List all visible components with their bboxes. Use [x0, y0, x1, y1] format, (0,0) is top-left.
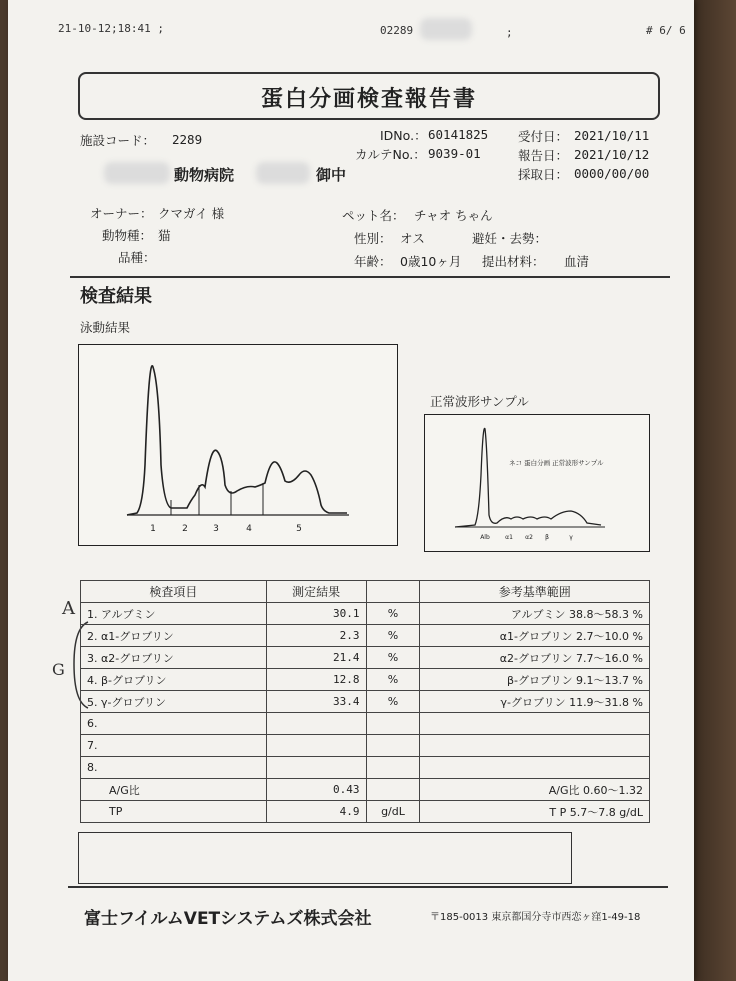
header-unit	[366, 581, 420, 603]
redacted-area	[104, 162, 170, 184]
breed-label: 品種：	[118, 250, 156, 265]
report-date: 2021/10/12	[574, 147, 650, 162]
cell-item: 3. α2-グロブリン	[81, 647, 267, 669]
tick-label: 4	[246, 524, 252, 534]
tick-label: α2	[525, 534, 533, 541]
cell-unit	[366, 735, 420, 757]
cell-reference: A/G比 0.60〜1.32	[420, 779, 650, 801]
comment-box	[78, 832, 572, 884]
company-name: 富士フイルムVETシステムズ株式会社	[84, 909, 372, 929]
cell-item: 8.	[81, 757, 267, 779]
cell-reference: β-グロブリン 9.1〜13.7 %	[420, 669, 650, 691]
cell-value	[266, 735, 366, 757]
cell-item: 7.	[81, 735, 267, 757]
cell-item: TP	[81, 801, 267, 823]
karte-value: 9039-01	[428, 146, 481, 161]
cell-item: A/G比	[81, 779, 267, 801]
cell-value: 0.43	[266, 779, 366, 801]
cell-unit	[366, 757, 420, 779]
cell-reference	[420, 713, 650, 735]
table-row	[81, 603, 650, 625]
cell-item: 1. アルブミン	[81, 603, 267, 625]
tick-label: 1	[150, 524, 156, 534]
normal-sample-graph	[425, 415, 649, 551]
cell-reference: α2-グロブリン 7.7〜16.0 %	[420, 647, 650, 669]
facility-code-label: 施設コード：	[80, 133, 156, 148]
cell-value: 4.9	[266, 801, 366, 823]
header-result: 測定結果	[266, 581, 366, 603]
cell-unit: %	[366, 691, 420, 713]
fax-page: # 6/ 6	[646, 24, 686, 37]
cell-value: 21.4	[266, 647, 366, 669]
cell-value	[266, 713, 366, 735]
section-divider	[70, 276, 670, 278]
owner-label: オーナー：	[90, 206, 153, 221]
tick-label: 2	[182, 524, 188, 534]
normal-chart-title: ネコ 蛋白分画 正常波形サンプル	[509, 459, 604, 467]
neuter-label: 避妊・去勢：	[472, 231, 548, 246]
tick-label: 5	[296, 524, 302, 534]
cell-item: 5. γ-グロブリン	[81, 691, 267, 713]
electrophoresis-curve	[127, 366, 347, 515]
handwritten-a: A	[62, 598, 75, 619]
cell-unit	[366, 779, 420, 801]
fax-separator: ;	[506, 26, 513, 39]
cell-value: 12.8	[266, 669, 366, 691]
cell-unit	[366, 713, 420, 735]
cell-reference: アルブミン 38.8〜58.3 %	[420, 603, 650, 625]
cell-item: 2. α1-グロブリン	[81, 625, 267, 647]
received-date: 2021/10/11	[574, 128, 650, 143]
cell-item: 6.	[81, 713, 267, 735]
table-row	[81, 757, 650, 779]
collect-date: 0000/00/00	[574, 166, 650, 181]
table-header-row	[81, 581, 650, 603]
table-row	[81, 801, 650, 823]
section-title: 検査結果	[80, 286, 152, 307]
table-row	[81, 779, 650, 801]
collect-label: 採取日：	[518, 167, 569, 182]
company-address: 〒185-0013 東京都国分寺市西恋ヶ窪1-49-18	[430, 912, 641, 923]
table-row	[81, 691, 650, 713]
material-value: 血清	[564, 254, 590, 269]
normal-sample-chart	[424, 414, 650, 552]
normal-curve	[455, 428, 601, 527]
tick-label: β	[545, 534, 549, 541]
cell-unit: %	[366, 669, 420, 691]
cell-unit: g/dL	[366, 801, 420, 823]
header-reference: 参考基準範囲	[420, 581, 650, 603]
karte-label: カルテNo.：	[355, 147, 426, 162]
sex-value: オス	[400, 231, 425, 246]
cell-unit: %	[366, 603, 420, 625]
cell-value: 2.3	[266, 625, 366, 647]
cell-value: 30.1	[266, 603, 366, 625]
handwritten-g: G	[52, 660, 65, 679]
age-label: 年齢：	[354, 254, 392, 269]
cell-unit: %	[366, 625, 420, 647]
electrophoresis-label: 泳動結果	[80, 320, 131, 335]
electrophoresis-graph	[79, 345, 397, 545]
table-row	[81, 647, 650, 669]
tick-label: 3	[213, 524, 219, 534]
cell-reference: γ-グロブリン 11.9〜31.8 %	[420, 691, 650, 713]
facility-code: 2289	[172, 132, 203, 147]
age-value: 0歳10ヶ月	[400, 254, 462, 269]
table-row	[81, 625, 650, 647]
cell-reference	[420, 735, 650, 757]
report-title: 蛋白分画検査報告書	[260, 87, 477, 112]
title-box	[78, 72, 660, 120]
table-row	[81, 669, 650, 691]
header-item: 検査項目	[81, 581, 267, 603]
idno-value: 60141825	[428, 127, 489, 142]
footer-divider	[68, 886, 668, 888]
cell-reference: T P 5.7〜7.8 g/dL	[420, 801, 650, 823]
species-label: 動物種：	[102, 228, 153, 243]
table-surface	[690, 0, 736, 981]
fax-number: 02289	[380, 24, 414, 37]
cell-reference	[420, 757, 650, 779]
fax-timestamp: 21-10-12;18:41 ;	[58, 22, 164, 35]
cell-reference: α1-グロブリン 2.7〜10.0 %	[420, 625, 650, 647]
hospital-name: 動物病院	[174, 166, 235, 184]
table-row	[81, 713, 650, 735]
cell-value: 33.4	[266, 691, 366, 713]
tick-label: Alb	[480, 534, 490, 541]
table-row	[81, 735, 650, 757]
idno-label: IDNo.：	[380, 128, 427, 143]
received-label: 受付日：	[518, 129, 569, 144]
sex-label: 性別：	[354, 231, 392, 246]
owner-name: クマガイ 様	[158, 206, 225, 221]
species-value: 猫	[158, 228, 171, 243]
cell-unit: %	[366, 647, 420, 669]
redacted-area	[420, 18, 472, 40]
report-label: 報告日：	[518, 148, 569, 163]
honorific: 御中	[316, 166, 347, 184]
pet-name: チャオ ちゃん	[414, 208, 493, 223]
cell-item: 4. β-グロブリン	[81, 669, 267, 691]
cell-value	[266, 757, 366, 779]
tick-label: α1	[505, 534, 513, 541]
report-sheet	[8, 0, 694, 981]
electrophoresis-chart	[78, 344, 398, 546]
pet-label: ペット名：	[342, 208, 405, 223]
normal-sample-label: 正常波形サンプル	[430, 394, 529, 409]
material-label: 提出材料：	[482, 254, 545, 269]
tick-label: γ	[569, 534, 573, 541]
results-table	[80, 580, 650, 823]
redacted-area	[256, 162, 310, 184]
